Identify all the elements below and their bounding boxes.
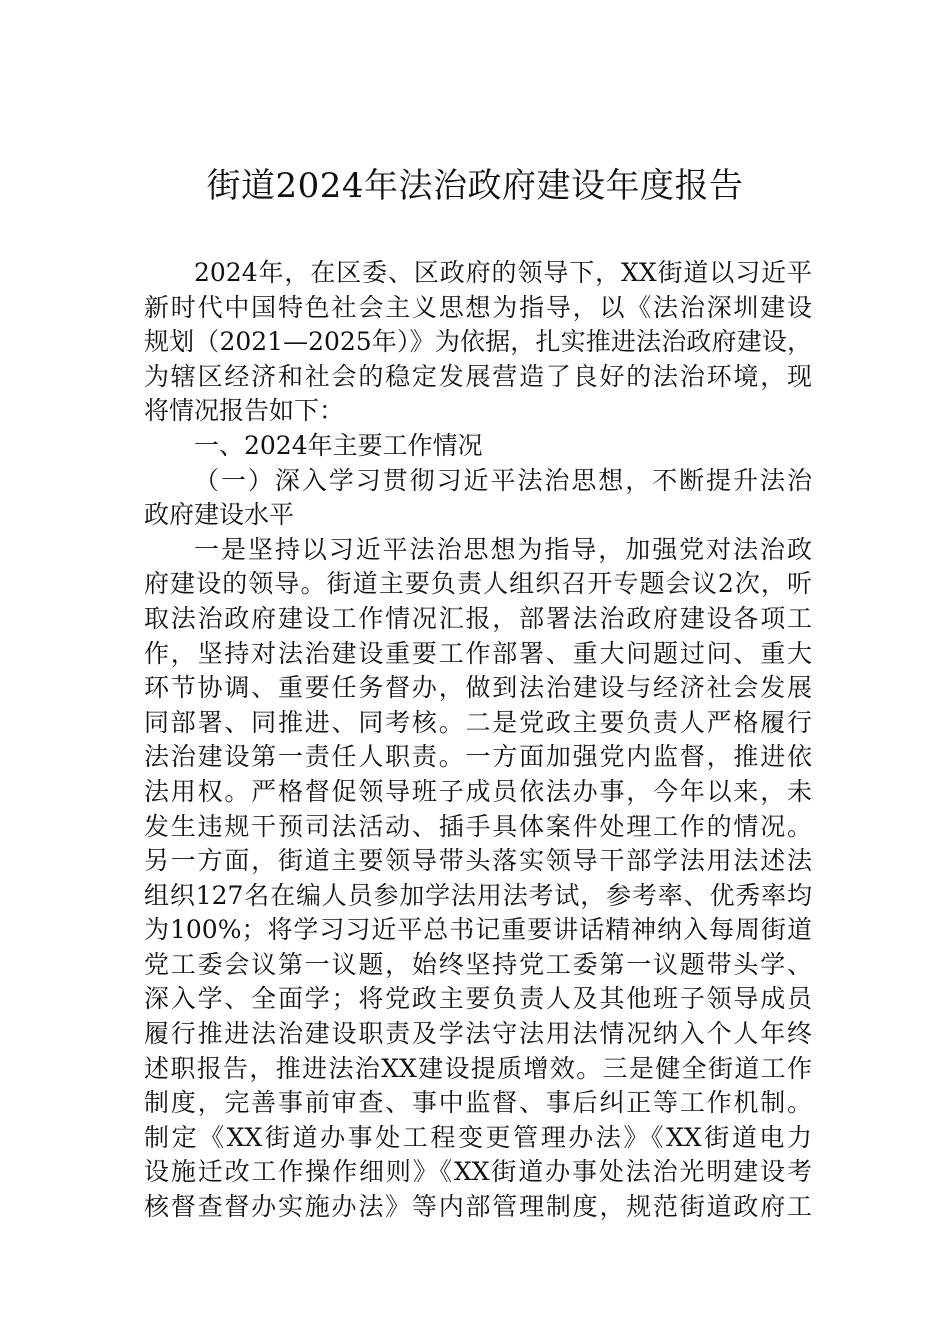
paragraph-line: 党工委会议第一议题，始终坚持党工委第一议题带头学、: [144, 949, 812, 979]
paragraph-line: 法治建设第一责任人职责。一方面加强党内监督，推进依: [144, 742, 812, 772]
paragraph-line: 一是坚持以习近平法治思想为指导，加强党对法治政: [194, 534, 812, 564]
subsection-heading: （一）深入学习贯彻习近平法治思想，不断提升法治: [194, 465, 812, 495]
paragraph-line: 制度，完善事前审查、事中监督、事后纠正等工作机制。: [144, 1088, 812, 1118]
paragraph-line: 法用权。严格督促领导班子成员依法办事，今年以来，未: [144, 776, 812, 806]
paragraph-line: 为辖区经济和社会的稳定发展营造了良好的法治环境，现: [144, 361, 812, 391]
paragraph-line: 环节协调、重要任务督办，做到法治建设与经济社会发展: [144, 673, 812, 703]
subsection-heading: 政府建设水平: [144, 500, 295, 530]
paragraph-line: 府建设的领导。街道主要负责人组织召开专题会议2次，听: [144, 569, 812, 599]
paragraph-line: 组织127名在编人员参加学法用法考试，参考率、优秀率均: [144, 880, 812, 910]
paragraph-line: 为100%；将学习习近平总书记重要讲话精神纳入每周街道: [144, 915, 812, 945]
document-body: [144, 256, 812, 1225]
paragraph-line: 将情况报告如下：: [144, 396, 345, 426]
paragraph-line: 发生违规干预司法活动、插手具体案件处理工作的情况。: [144, 811, 812, 841]
paragraph-line: 同部署、同推进、同考核。二是党政主要负责人严格履行: [144, 707, 812, 737]
paragraph-line: 履行推进法治建设职责及学法守法用法情况纳入个人年终: [144, 1019, 812, 1049]
paragraph-line: 述职报告，推进法治XX建设提质增效。三是健全街道工作: [144, 1053, 812, 1083]
paragraph-line: 新时代中国特色社会主义思想为指导，以《法治深圳建设: [144, 292, 812, 322]
section-heading: 一、2024年主要工作情况: [194, 430, 483, 460]
paragraph-line: 制定《XX街道办事处工程变更管理办法》《XX街道电力: [144, 1122, 812, 1152]
paragraph-line: 深入学、全面学；将党政主要负责人及其他班子领导成员: [144, 984, 812, 1014]
paragraph-line: 另一方面，街道主要领导带头落实领导干部学法用法述法: [144, 846, 812, 876]
paragraph-line: 取法治政府建设工作情况汇报，部署法治政府建设各项工: [144, 603, 812, 633]
paragraph-line: 核督查督办实施办法》等内部管理制度，规范街道政府工: [144, 1192, 812, 1222]
paragraph-line: 规划（2021—2025年）》为依据，扎实推进法治政府建设，: [144, 327, 812, 357]
document-title: 街道2024年法治政府建设年度报告: [206, 166, 744, 206]
paragraph-line: 作，坚持对法治建设重要工作部署、重大问题过问、重大: [144, 638, 812, 668]
paragraph-line: 设施迁改工作操作细则》《XX街道办事处法治光明建设考: [144, 1157, 812, 1187]
paragraph-line: 2024年，在区委、区政府的领导下，XX街道以习近平: [194, 258, 812, 287]
